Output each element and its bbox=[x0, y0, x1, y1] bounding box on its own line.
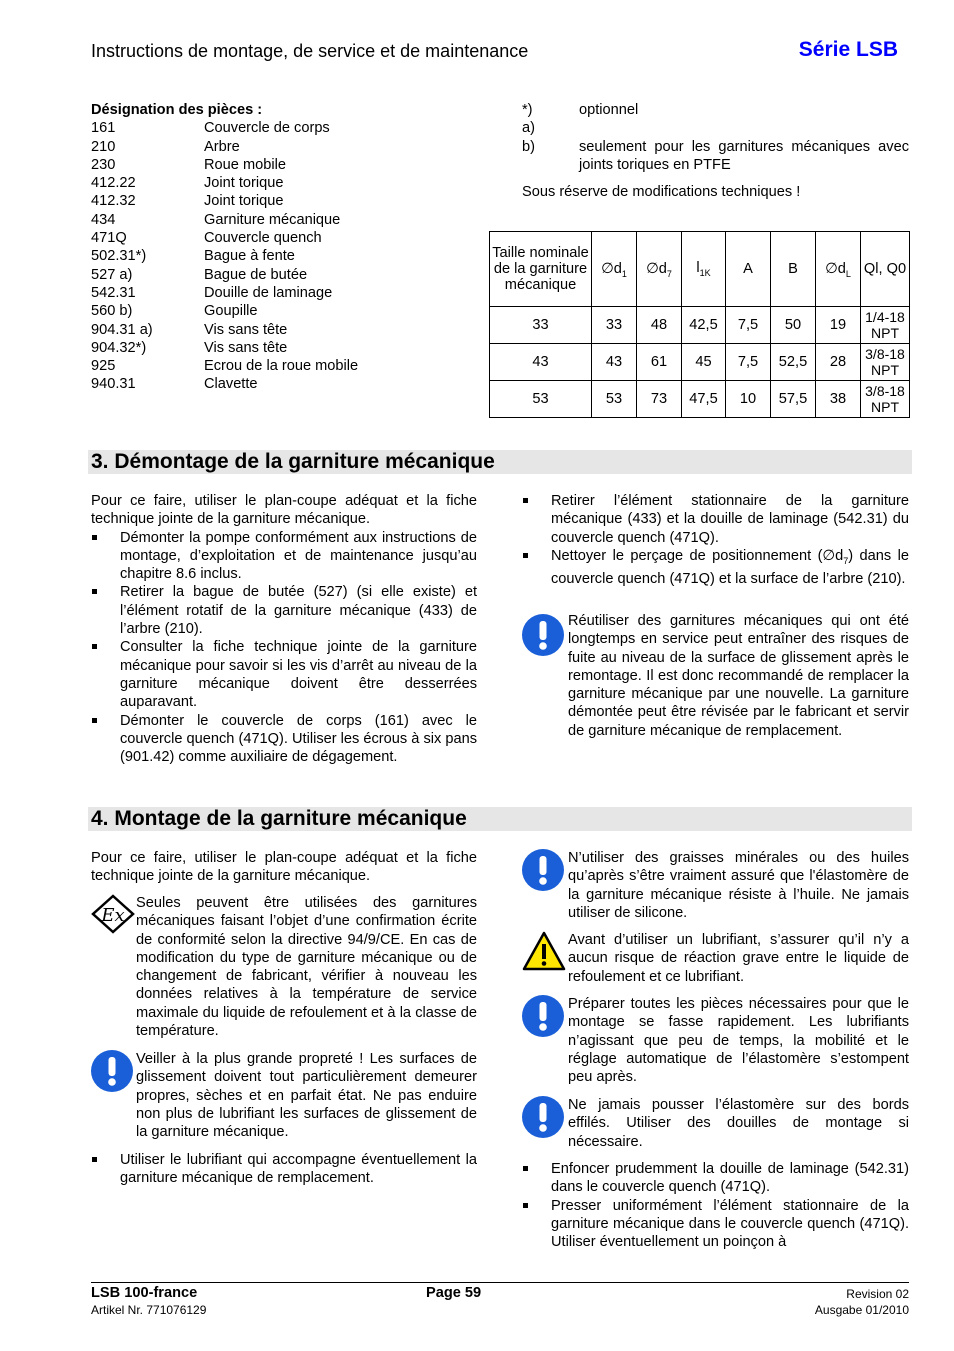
part-number: 542.31 bbox=[91, 284, 136, 301]
info-exclamation-icon bbox=[522, 1096, 564, 1138]
list-item bbox=[91, 302, 421, 320]
part-name: Ecrou de la roue mobile bbox=[204, 358, 359, 375]
part-name: Couvercle de corps bbox=[204, 120, 330, 137]
list-item: Démonter le couvercle de corps (161) avec le couvercle quench (471Q). Utiliser les écrous à six pans (901.42) comme auxiliaire de dégagement. bbox=[91, 712, 477, 767]
list-item bbox=[91, 339, 421, 357]
part-name: Roue mobile bbox=[204, 156, 286, 173]
oil-note bbox=[522, 849, 909, 922]
part-name: Arbre bbox=[204, 138, 240, 155]
parts-title: Désignation des pièces : bbox=[91, 102, 263, 118]
list-item bbox=[91, 375, 421, 393]
part-name: Couvercle quench bbox=[204, 230, 322, 247]
warning-triangle-icon bbox=[522, 931, 566, 971]
list-item bbox=[91, 156, 421, 174]
clean-note bbox=[91, 1050, 477, 1141]
section-3-left bbox=[91, 492, 477, 766]
note-b-key: b) bbox=[522, 138, 535, 155]
list-item bbox=[91, 266, 421, 284]
footer-page: Page 59 bbox=[426, 1285, 482, 1301]
push-note bbox=[522, 1096, 909, 1151]
parts-rows bbox=[91, 119, 421, 393]
part-name: Garniture mécanique bbox=[204, 211, 341, 228]
part-name: Clavette bbox=[204, 376, 258, 393]
note-a-key: a) bbox=[522, 120, 535, 137]
part-name: Joint torique bbox=[204, 175, 284, 192]
reuse-note-text: Réutiliser des garnitures mécaniques qui ont été longtemps en service peut entraîner des risques de fuite au niveau de la surface de glissement après le remontage. Il est donc recommandé de remplacer la garniture mécanique par une nouvelle. La garniture démontée peut être révisée par le fabricant et servir de garniture mécanique de remplacement. bbox=[568, 613, 909, 739]
part-name: Vis sans tête bbox=[204, 321, 288, 338]
th-q: Ql, Q0 bbox=[861, 232, 910, 307]
atex-note bbox=[91, 894, 477, 1040]
list-item: Consulter la fiche technique jointe de la garniture mécanique pour savoir si les vis d’arrêt au niveau de la garniture mécanique doivent être desserrées auparavant. bbox=[91, 638, 477, 711]
th-size: Taille nominale de la garniture mécanique bbox=[490, 232, 592, 307]
footer-artikel: Artikel Nr. 771076129 bbox=[91, 1303, 207, 1317]
part-number: 210 bbox=[91, 138, 116, 155]
table-row: 33 33 48 42,5 7,5 50 19 1/4-18 NPT bbox=[490, 307, 910, 344]
reuse-note bbox=[522, 612, 909, 740]
th-d7: $\emptyset d_7$ bbox=[637, 232, 682, 307]
push-note-text: Ne jamais pousser l’élastomère sur des bords effilés. Utiliser des douilles de montage si nécessaire. bbox=[568, 1097, 909, 1150]
note-b-text: seulement pour les garnitures mécaniques avec joints toriques en PTFE bbox=[579, 138, 909, 173]
part-number: 904.31 a) bbox=[91, 321, 153, 338]
th-dl: $\emptyset d_L$ bbox=[816, 232, 861, 307]
footer-doc: LSB 100-france bbox=[91, 1285, 198, 1301]
table-header-row bbox=[490, 232, 910, 307]
section-4-intro-block bbox=[91, 849, 477, 886]
part-number: 161 bbox=[91, 120, 116, 137]
part-name: Vis sans tête bbox=[204, 339, 288, 356]
list-item bbox=[91, 284, 421, 302]
footer-ausgabe: Ausgabe 01/2010 bbox=[814, 1303, 909, 1317]
part-number: 230 bbox=[91, 156, 116, 173]
list-item bbox=[91, 247, 421, 265]
part-number: 925 bbox=[91, 358, 116, 375]
list-item: Retirer la bague de butée (527) (si elle existe) et l’élément rotatif de la garniture mécanique (433) de l’arbre (210). bbox=[91, 583, 477, 638]
th-a: A bbox=[726, 232, 771, 307]
list-item bbox=[91, 211, 421, 229]
part-number: 527 a) bbox=[91, 266, 133, 283]
atex-ex-icon bbox=[91, 894, 135, 934]
list-item bbox=[91, 119, 421, 137]
prepare-note bbox=[522, 995, 909, 1086]
oil-note-text: N’utiliser des graisses minérales ou des huiles qu’après s’être vraiment assuré que l'élastomère de la garniture mécanique résiste à l’huile. Ne jamais utiliser de silicone. bbox=[568, 850, 909, 921]
list-item: Retirer l’élément stationnaire de la garniture mécanique (433) et la douille de laminage (542.31) du couvercle quench (471Q). bbox=[522, 492, 909, 547]
note-star-text: optionnel bbox=[579, 102, 639, 118]
list-item: Presser uniformément l’élément stationnaire de la garniture mécanique dans le couvercle quench (471Q). Utiliser éventuellement un poinçon à bbox=[522, 1197, 909, 1252]
part-name: Goupille bbox=[204, 303, 258, 320]
th-l1k: $l_{1K}$ bbox=[682, 232, 726, 307]
series-title: Série LSB bbox=[798, 38, 898, 61]
footer-divider bbox=[91, 1282, 909, 1283]
part-number: 412.32 bbox=[91, 193, 136, 210]
part-number: 471Q bbox=[91, 230, 127, 247]
list-item bbox=[91, 192, 421, 210]
info-exclamation-icon bbox=[522, 995, 564, 1037]
section-4-left-bullets bbox=[91, 1151, 477, 1188]
prepare-note-text: Préparer toutes les pièces nécessaires pour que le montage se fasse rapidement. Les lubrifiants n’agissant que peu de temps, la mobilité et le réglage automatique de l’élastomère s’estompent peu après. bbox=[568, 996, 909, 1086]
info-exclamation-icon bbox=[91, 1050, 133, 1092]
info-exclamation-icon bbox=[522, 614, 564, 656]
part-number: 560 b) bbox=[91, 303, 133, 320]
part-name: Joint torique bbox=[204, 193, 284, 210]
section-3-intro: Pour ce faire, utiliser le plan-coupe adéquat et la fiche technique jointe de la garniture mécanique. bbox=[91, 493, 477, 528]
list-item: Nettoyer le perçage de positionnement $(\emptyset d_7)$ dans le couvercle quench (471Q) et la surface de l’arbre (210). bbox=[522, 547, 909, 589]
section-4-heading: 4. Montage de la garniture mécanique bbox=[88, 807, 912, 831]
header-title: Instructions de montage, de service et de maintenance bbox=[91, 41, 529, 61]
section-3-heading: 3. Démontage de la garniture mécanique bbox=[88, 450, 912, 474]
clean-note-text: Veiller à la plus grande propreté ! Les surfaces de glissement doivent tout particulièrement demeurer propres, sèches et en parfait état. Ne pas enduire non plus de lubrifiant les surfaces de glissement de la garniture mécanique. bbox=[136, 1051, 477, 1141]
part-name: Douille de laminage bbox=[204, 284, 333, 301]
list-item bbox=[91, 321, 421, 339]
part-number: 412.22 bbox=[91, 175, 136, 192]
table-row: 43 43 61 45 7,5 52,5 28 3/8-18 NPT bbox=[490, 344, 910, 381]
section-3-right-bullets bbox=[522, 492, 909, 588]
section-4-left-bullets-block bbox=[91, 1151, 477, 1188]
warning-note-text: Avant d’utiliser un lubrifiant, s’assurer qu’il n’y a aucun risque de réaction grave entre le liquide de refoulement et ce lubrifiant. bbox=[568, 932, 909, 985]
part-number: 434 bbox=[91, 211, 116, 228]
list-item: Utiliser le lubrifiant qui accompagne éventuellement la garniture mécanique de remplacement. bbox=[91, 1151, 477, 1188]
list-item bbox=[91, 174, 421, 192]
section-3-left-bullets bbox=[91, 529, 477, 767]
list-item: Démonter la pompe conformément aux instructions de montage, d’exploitation et de maintenance jusqu’au chapitre 8.6 inclus. bbox=[91, 529, 477, 584]
info-exclamation-icon bbox=[522, 849, 564, 891]
footer-revision: Revision 02 bbox=[846, 1287, 909, 1301]
section-4-right-bullets bbox=[522, 1160, 909, 1251]
parts-list bbox=[91, 101, 421, 394]
th-d1: $\emptyset d_1$ bbox=[592, 232, 637, 307]
part-number: 940.31 bbox=[91, 376, 136, 393]
warning-note bbox=[522, 931, 909, 986]
part-number: 904.32*) bbox=[91, 339, 147, 356]
reserve-note: Sous réserve de modifications techniques ! bbox=[522, 184, 801, 201]
section-4-right-bullets-block bbox=[522, 1160, 909, 1251]
list-item bbox=[91, 229, 421, 247]
note-star-key: *) bbox=[522, 102, 533, 118]
list-item bbox=[91, 138, 421, 156]
atex-note-text: Seules peuvent être utilisées des garnitures mécaniques faisant l’objet d’une confirmation écrite de conformité selon la directive 94/9/CE. En cas de modification du type de garniture mécanique ou de changement de fabricant, vérifier à nouveau les données relatives à la température de service maximale du liquide de refoulement et à la classe de température. bbox=[136, 895, 477, 1040]
part-number: 502.31*) bbox=[91, 248, 147, 265]
legend-notes bbox=[522, 101, 909, 201]
section-3-right bbox=[522, 492, 909, 588]
dimension-table bbox=[489, 231, 910, 418]
table-row: 53 53 73 47,5 10 57,5 38 3/8-18 NPT bbox=[490, 381, 910, 418]
list-item bbox=[91, 357, 421, 375]
part-name: Bague de butée bbox=[204, 266, 308, 283]
th-b: B bbox=[771, 232, 816, 307]
list-item: Enfoncer prudemment la douille de laminage (542.31) dans le couvercle quench (471Q). bbox=[522, 1160, 909, 1197]
section-4-intro: Pour ce faire, utiliser le plan-coupe adéquat et la fiche technique jointe de la garniture mécanique. bbox=[91, 850, 477, 885]
svg-text:Ex: Ex bbox=[101, 905, 125, 926]
part-name: Bague à fente bbox=[204, 248, 295, 265]
